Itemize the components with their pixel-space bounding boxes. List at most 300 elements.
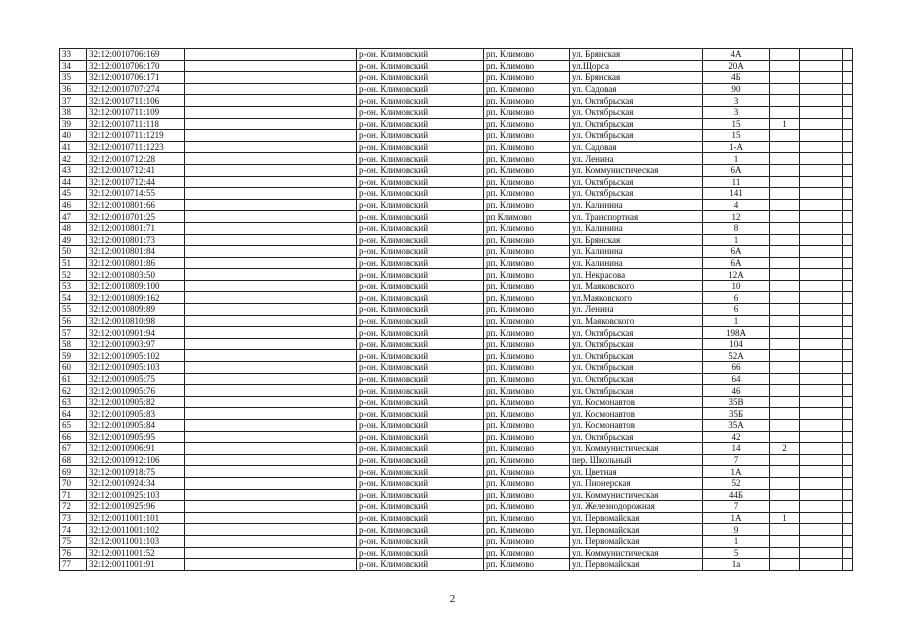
house-number-cell: 198А — [703, 327, 770, 339]
empty-cell — [843, 176, 853, 188]
settlement-cell: рп. Климово — [484, 396, 570, 408]
street-cell: ул. Октябрьская — [570, 385, 703, 397]
empty-cell — [843, 257, 853, 269]
cadastral-number-cell: 32:12:0011001:103 — [87, 535, 185, 547]
table-row — [60, 199, 853, 211]
district-cell: р-он. Климовский — [357, 385, 484, 397]
empty-cell — [800, 222, 843, 234]
house-number-cell: 52 — [703, 477, 770, 489]
table-row — [60, 176, 853, 188]
empty-cell — [185, 547, 357, 559]
row-number-cell: 54 — [60, 292, 87, 304]
empty-cell — [185, 396, 357, 408]
empty-cell — [843, 396, 853, 408]
flat-number-cell — [770, 385, 800, 397]
house-number-cell: 64 — [703, 373, 770, 385]
empty-cell — [185, 72, 357, 84]
street-cell: ул. Маяковского — [570, 280, 703, 292]
empty-cell — [185, 199, 357, 211]
table-row — [60, 118, 853, 130]
table-row — [60, 130, 853, 142]
flat-number-cell — [770, 373, 800, 385]
street-cell: пер. Школьный — [570, 454, 703, 466]
flat-number-cell — [770, 280, 800, 292]
house-number-cell: 35В — [703, 396, 770, 408]
table-row — [60, 280, 853, 292]
settlement-cell: рп. Климово — [484, 466, 570, 478]
settlement-cell: рп. Климово — [484, 559, 570, 571]
row-number-cell: 75 — [60, 535, 87, 547]
house-number-cell: 35А — [703, 420, 770, 432]
district-cell: р-он. Климовский — [357, 408, 484, 420]
street-cell: ул. Первомайская — [570, 524, 703, 536]
table-row — [60, 547, 853, 559]
street-cell: ул. Коммунистическая — [570, 443, 703, 455]
empty-cell — [843, 269, 853, 281]
empty-cell — [185, 477, 357, 489]
flat-number-cell — [770, 408, 800, 420]
table-row — [60, 524, 853, 536]
empty-cell — [843, 501, 853, 513]
street-cell: ул. Октябрьская — [570, 338, 703, 350]
street-cell: ул. Октябрьская — [570, 118, 703, 130]
district-cell: р-он. Климовский — [357, 118, 484, 130]
flat-number-cell — [770, 95, 800, 107]
street-cell: ул. Садовая — [570, 141, 703, 153]
settlement-cell: рп. Климово — [484, 304, 570, 316]
row-number-cell: 48 — [60, 222, 87, 234]
empty-cell — [800, 188, 843, 200]
empty-cell — [800, 385, 843, 397]
empty-cell — [800, 164, 843, 176]
flat-number-cell — [770, 211, 800, 223]
table-row — [60, 431, 853, 443]
row-number-cell: 42 — [60, 153, 87, 165]
street-cell: ул. Калинина — [570, 246, 703, 258]
empty-cell — [185, 362, 357, 374]
cadastral-number-cell: 32:12:0010706:171 — [87, 72, 185, 84]
settlement-cell: рп. Климово — [484, 106, 570, 118]
empty-cell — [185, 234, 357, 246]
empty-cell — [185, 176, 357, 188]
settlement-cell: рп Климово — [484, 211, 570, 223]
house-number-cell: 1 — [703, 315, 770, 327]
cadastral-number-cell: 32:12:0010712:44 — [87, 176, 185, 188]
empty-cell — [185, 141, 357, 153]
cadastral-number-cell: 32:12:0010905:83 — [87, 408, 185, 420]
street-cell: ул. Калинина — [570, 199, 703, 211]
row-number-cell: 61 — [60, 373, 87, 385]
flat-number-cell — [770, 72, 800, 84]
cadastral-number-cell: 32:12:0010925:103 — [87, 489, 185, 501]
settlement-cell: рп. Климово — [484, 83, 570, 95]
table-row — [60, 396, 853, 408]
empty-cell — [843, 559, 853, 571]
page-number: 2 — [449, 593, 456, 605]
table-row — [60, 350, 853, 362]
street-cell: ул. Октябрьская — [570, 106, 703, 118]
settlement-cell: рп. Климово — [484, 257, 570, 269]
street-cell: ул. Первомайская — [570, 559, 703, 571]
cadastral-number-cell: 32:12:0010801:84 — [87, 246, 185, 258]
street-cell: ул. Пионерская — [570, 477, 703, 489]
street-cell: ул. Октябрьская — [570, 130, 703, 142]
house-number-cell: 4А — [703, 49, 770, 61]
settlement-cell: рп. Климово — [484, 338, 570, 350]
row-number-cell: 37 — [60, 95, 87, 107]
settlement-cell: рп. Климово — [484, 153, 570, 165]
flat-number-cell — [770, 477, 800, 489]
street-cell: ул. Октябрьская — [570, 373, 703, 385]
cadastral-number-cell: 32:12:0010711:118 — [87, 118, 185, 130]
settlement-cell: рп. Климово — [484, 199, 570, 211]
settlement-cell: рп. Климово — [484, 72, 570, 84]
house-number-cell: 9 — [703, 524, 770, 536]
row-number-cell: 63 — [60, 396, 87, 408]
district-cell: р-он. Климовский — [357, 222, 484, 234]
cadastral-number-cell: 32:12:0010906:91 — [87, 443, 185, 455]
street-cell: ул. Первомайская — [570, 535, 703, 547]
flat-number-cell — [770, 153, 800, 165]
district-cell: р-он. Климовский — [357, 95, 484, 107]
street-cell: ул. Космонавтов — [570, 408, 703, 420]
settlement-cell: рп. Климово — [484, 535, 570, 547]
street-cell: ул. Садовая — [570, 83, 703, 95]
street-cell: ул. Коммунистическая — [570, 547, 703, 559]
cadastral-number-cell: 32:12:0010801:71 — [87, 222, 185, 234]
empty-cell — [843, 512, 853, 524]
flat-number-cell — [770, 83, 800, 95]
empty-cell — [843, 489, 853, 501]
cadastral-number-cell: 32:12:0010905:82 — [87, 396, 185, 408]
table-row — [60, 246, 853, 258]
street-cell: ул. Октябрьская — [570, 95, 703, 107]
street-cell: ул. Брянская — [570, 234, 703, 246]
house-number-cell: 12 — [703, 211, 770, 223]
cadastral-number-cell: 32:12:0010809:162 — [87, 292, 185, 304]
empty-cell — [185, 106, 357, 118]
district-cell: р-он. Климовский — [357, 547, 484, 559]
settlement-cell: рп. Климово — [484, 269, 570, 281]
house-number-cell: 104 — [703, 338, 770, 350]
empty-cell — [185, 153, 357, 165]
row-number-cell: 77 — [60, 559, 87, 571]
empty-cell — [800, 373, 843, 385]
settlement-cell: рп. Климово — [484, 222, 570, 234]
empty-cell — [800, 49, 843, 61]
cadastral-number-cell: 32:12:0010711:109 — [87, 106, 185, 118]
row-number-cell: 70 — [60, 477, 87, 489]
table-row — [60, 443, 853, 455]
row-number-cell: 53 — [60, 280, 87, 292]
district-cell: р-он. Климовский — [357, 188, 484, 200]
table-row — [60, 257, 853, 269]
settlement-cell: рп. Климово — [484, 49, 570, 61]
house-number-cell: 1-А — [703, 141, 770, 153]
table-row — [60, 153, 853, 165]
settlement-cell: рп. Климово — [484, 501, 570, 513]
empty-cell — [800, 106, 843, 118]
empty-cell — [843, 362, 853, 374]
settlement-cell: рп. Климово — [484, 130, 570, 142]
flat-number-cell — [770, 489, 800, 501]
empty-cell — [185, 350, 357, 362]
empty-cell — [800, 269, 843, 281]
street-cell: ул. Брянская — [570, 72, 703, 84]
district-cell: р-он. Климовский — [357, 211, 484, 223]
register-rows — [60, 49, 853, 571]
row-number-cell: 46 — [60, 199, 87, 211]
row-number-cell: 76 — [60, 547, 87, 559]
empty-cell — [185, 164, 357, 176]
district-cell: р-он. Климовский — [357, 280, 484, 292]
settlement-cell: рп. Климово — [484, 512, 570, 524]
flat-number-cell — [770, 315, 800, 327]
row-number-cell: 35 — [60, 72, 87, 84]
empty-cell — [843, 95, 853, 107]
empty-cell — [185, 118, 357, 130]
row-number-cell: 73 — [60, 512, 87, 524]
empty-cell — [800, 130, 843, 142]
street-cell: ул. Цветная — [570, 466, 703, 478]
cadastral-number-cell: 32:12:0011001:101 — [87, 512, 185, 524]
empty-cell — [843, 350, 853, 362]
empty-cell — [185, 188, 357, 200]
district-cell: р-он. Климовский — [357, 234, 484, 246]
street-cell: ул.Маяковского — [570, 292, 703, 304]
house-number-cell: 6 — [703, 304, 770, 316]
row-number-cell: 57 — [60, 327, 87, 339]
flat-number-cell — [770, 292, 800, 304]
empty-cell — [800, 211, 843, 223]
empty-cell — [185, 95, 357, 107]
table-row — [60, 454, 853, 466]
street-cell: ул. Октябрьская — [570, 176, 703, 188]
district-cell: р-он. Климовский — [357, 559, 484, 571]
table-row — [60, 234, 853, 246]
cadastral-number-cell: 32:12:0010905:84 — [87, 420, 185, 432]
cadastral-number-cell: 32:12:0010810:98 — [87, 315, 185, 327]
district-cell: р-он. Климовский — [357, 49, 484, 61]
house-number-cell: 15 — [703, 130, 770, 142]
empty-cell — [800, 477, 843, 489]
row-number-cell: 67 — [60, 443, 87, 455]
row-number-cell: 68 — [60, 454, 87, 466]
empty-cell — [800, 454, 843, 466]
cadastral-number-cell: 32:12:0010711:1223 — [87, 141, 185, 153]
cadastral-number-cell: 32:12:0010706:169 — [87, 49, 185, 61]
empty-cell — [843, 454, 853, 466]
flat-number-cell — [770, 420, 800, 432]
street-cell: ул. Первомайская — [570, 512, 703, 524]
empty-cell — [800, 338, 843, 350]
settlement-cell: рп. Климово — [484, 60, 570, 72]
street-cell: ул. Ленина — [570, 304, 703, 316]
row-number-cell: 44 — [60, 176, 87, 188]
district-cell: р-он. Климовский — [357, 304, 484, 316]
table-row — [60, 292, 853, 304]
empty-cell — [843, 477, 853, 489]
cadastral-number-cell: 32:12:0010903:97 — [87, 338, 185, 350]
district-cell: р-он. Климовский — [357, 141, 484, 153]
table-row — [60, 535, 853, 547]
street-cell: ул.Щорса — [570, 60, 703, 72]
cadastral-number-cell: 32:12:0010701:25 — [87, 211, 185, 223]
empty-cell — [800, 176, 843, 188]
settlement-cell: рп. Климово — [484, 524, 570, 536]
cadastral-number-cell: 32:12:0011001:52 — [87, 547, 185, 559]
cadastral-number-cell: 32:12:0010918:75 — [87, 466, 185, 478]
cadastral-number-cell: 32:12:0010711:1219 — [87, 130, 185, 142]
house-number-cell: 8 — [703, 222, 770, 234]
empty-cell — [185, 524, 357, 536]
district-cell: р-он. Климовский — [357, 176, 484, 188]
empty-cell — [800, 547, 843, 559]
district-cell: р-он. Климовский — [357, 257, 484, 269]
cadastral-number-cell: 32:12:0010925:96 — [87, 501, 185, 513]
cadastral-number-cell: 32:12:0010714:55 — [87, 188, 185, 200]
table-row — [60, 373, 853, 385]
empty-cell — [843, 280, 853, 292]
empty-cell — [800, 72, 843, 84]
empty-cell — [185, 315, 357, 327]
district-cell: р-он. Климовский — [357, 535, 484, 547]
house-number-cell: 7 — [703, 501, 770, 513]
table-row — [60, 211, 853, 223]
empty-cell — [800, 396, 843, 408]
empty-cell — [800, 466, 843, 478]
cadastral-number-cell: 32:12:0010912:106 — [87, 454, 185, 466]
settlement-cell: рп. Климово — [484, 246, 570, 258]
house-number-cell: 1 — [703, 234, 770, 246]
empty-cell — [843, 211, 853, 223]
row-number-cell: 55 — [60, 304, 87, 316]
street-cell: ул. Космонавтов — [570, 396, 703, 408]
empty-cell — [843, 327, 853, 339]
empty-cell — [185, 512, 357, 524]
settlement-cell: рп. Климово — [484, 176, 570, 188]
empty-cell — [185, 269, 357, 281]
empty-cell — [843, 338, 853, 350]
table-row — [60, 501, 853, 513]
table-row — [60, 106, 853, 118]
empty-cell — [800, 118, 843, 130]
street-cell: ул. Некрасова — [570, 269, 703, 281]
empty-cell — [843, 420, 853, 432]
empty-cell — [800, 512, 843, 524]
empty-cell — [843, 106, 853, 118]
empty-cell — [800, 199, 843, 211]
settlement-cell: рп. Климово — [484, 431, 570, 443]
house-number-cell: 3 — [703, 106, 770, 118]
settlement-cell: рп. Климово — [484, 95, 570, 107]
empty-cell — [800, 141, 843, 153]
settlement-cell: рп. Климово — [484, 292, 570, 304]
street-cell: ул. Октябрьская — [570, 350, 703, 362]
flat-number-cell — [770, 222, 800, 234]
empty-cell — [843, 49, 853, 61]
cadastral-number-cell: 32:12:0010712:28 — [87, 153, 185, 165]
flat-number-cell — [770, 454, 800, 466]
flat-number-cell — [770, 547, 800, 559]
empty-cell — [800, 559, 843, 571]
house-number-cell: 15 — [703, 118, 770, 130]
empty-cell — [800, 431, 843, 443]
street-cell: ул. Октябрьская — [570, 327, 703, 339]
empty-cell — [185, 501, 357, 513]
empty-cell — [843, 246, 853, 258]
settlement-cell: рп. Климово — [484, 385, 570, 397]
cadastral-number-cell: 32:12:0010901:94 — [87, 327, 185, 339]
district-cell: р-он. Климовский — [357, 512, 484, 524]
cadastral-number-cell: 32:12:0011001:102 — [87, 524, 185, 536]
district-cell: р-он. Климовский — [357, 466, 484, 478]
flat-number-cell: 1 — [770, 118, 800, 130]
flat-number-cell — [770, 466, 800, 478]
settlement-cell: рп. Климово — [484, 280, 570, 292]
empty-cell — [800, 153, 843, 165]
table-row — [60, 222, 853, 234]
settlement-cell: рп. Климово — [484, 443, 570, 455]
district-cell: р-он. Климовский — [357, 454, 484, 466]
empty-cell — [185, 454, 357, 466]
settlement-cell: рп. Климово — [484, 188, 570, 200]
house-number-cell: 10 — [703, 280, 770, 292]
cadastral-number-cell: 32:12:0010712:41 — [87, 164, 185, 176]
flat-number-cell — [770, 524, 800, 536]
empty-cell — [185, 466, 357, 478]
house-number-cell: 3 — [703, 95, 770, 107]
empty-cell — [800, 489, 843, 501]
row-number-cell: 43 — [60, 164, 87, 176]
empty-cell — [185, 83, 357, 95]
table-row — [60, 512, 853, 524]
empty-cell — [843, 385, 853, 397]
empty-cell — [843, 373, 853, 385]
flat-number-cell — [770, 141, 800, 153]
district-cell: р-он. Климовский — [357, 373, 484, 385]
table-row — [60, 60, 853, 72]
empty-cell — [843, 141, 853, 153]
house-number-cell: 1А — [703, 466, 770, 478]
cadastral-number-cell: 32:12:0010711:106 — [87, 95, 185, 107]
empty-cell — [185, 222, 357, 234]
district-cell: р-он. Климовский — [357, 130, 484, 142]
settlement-cell: рп. Климово — [484, 477, 570, 489]
empty-cell — [800, 292, 843, 304]
district-cell: р-он. Климовский — [357, 269, 484, 281]
flat-number-cell — [770, 199, 800, 211]
empty-cell — [800, 327, 843, 339]
table-row — [60, 338, 853, 350]
row-number-cell: 60 — [60, 362, 87, 374]
flat-number-cell — [770, 176, 800, 188]
empty-cell — [185, 338, 357, 350]
cadastral-number-cell: 32:12:0010801:73 — [87, 234, 185, 246]
empty-cell — [185, 443, 357, 455]
cadastral-number-cell: 32:12:0010809:100 — [87, 280, 185, 292]
street-cell: ул. Ленина — [570, 153, 703, 165]
table-row — [60, 49, 853, 61]
cadastral-number-cell: 32:12:0010924:34 — [87, 477, 185, 489]
table-row — [60, 477, 853, 489]
empty-cell — [800, 95, 843, 107]
empty-cell — [185, 246, 357, 258]
row-number-cell: 72 — [60, 501, 87, 513]
street-cell: ул. Маяковского — [570, 315, 703, 327]
house-number-cell: 141 — [703, 188, 770, 200]
row-number-cell: 66 — [60, 431, 87, 443]
